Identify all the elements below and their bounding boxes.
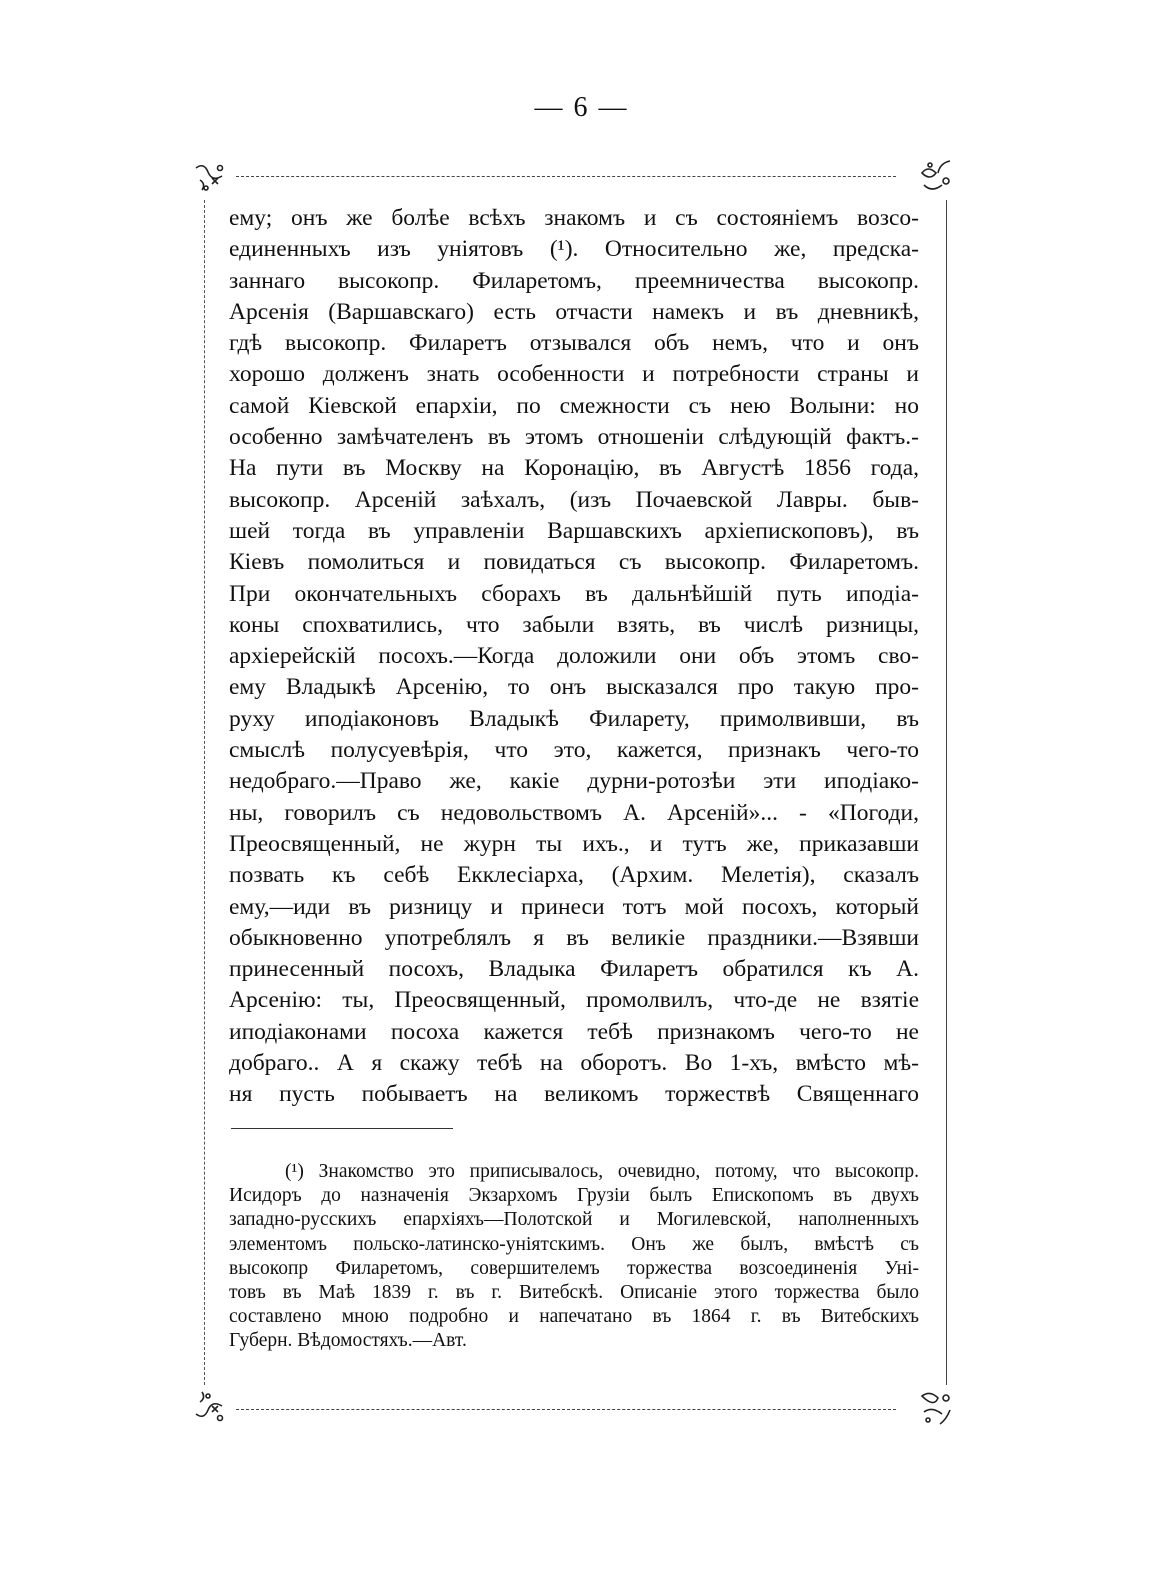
footnote-line: составлено мною подробно и напечатано въ 1864 г. въ Витебскихъ <box>229 1306 919 1328</box>
corner-ornament-icon <box>190 1384 234 1428</box>
body-line: добраго.. А я скажу тебѣ на оборотъ. Во 1-хъ, вмѣсто мѣ- <box>229 1050 919 1077</box>
body-line: ня пусть побываетъ на великомъ торжествѣ Священнаго <box>229 1081 919 1108</box>
corner-ornament-icon <box>910 1384 954 1428</box>
body-line: коны спохватились, что забыли взять, въ числѣ ризницы, <box>229 611 919 638</box>
footnote <box>229 1160 919 1354</box>
corner-ornament-icon <box>190 158 234 202</box>
body-line: ему,—иди въ ризницу и принеси тотъ мой посохъ, который <box>229 893 919 920</box>
body-line: шей тогда въ управленіи Варшавскихъ архіепископовъ), въ <box>229 517 919 544</box>
body-line: особенно замѣчателенъ въ этомъ отношеніи слѣдующій фактъ.- <box>229 424 919 451</box>
frame-top-rule <box>236 176 896 177</box>
footnote-line: (¹) Знакомство это приписывалось, очевидно, потому, что высокопр. <box>285 1161 919 1182</box>
body-line: смыслѣ полусуевѣрія, что это, кажется, признакъ чего-то <box>229 737 919 764</box>
body-line: обыкновенно употреблялъ я въ великіе праздники.—Взявши <box>229 924 919 951</box>
footnote-line: западно-русскихъ епархіяхъ—Полотской и Могилевской, наполненныхъ <box>229 1209 919 1231</box>
body-line: самой Кіевской епархіи, по смежности съ нею Волыни: но <box>229 392 919 419</box>
body-line: ему; онъ же болѣе всѣхъ знакомъ и съ состояніемъ возсо- <box>229 205 919 231</box>
footnote-line: элементомъ польско-латинско-уніятскимъ. Онъ же былъ, вмѣстѣ съ <box>229 1233 919 1255</box>
body-line: Преосвященный, не журн ты ихъ., и тутъ же, приказавши <box>229 830 919 857</box>
body-line: Кіевъ помолиться и повидаться съ высокопр. Филаретомъ. <box>229 549 919 576</box>
body-line: Арсенію: ты, Преосвященный, промолвилъ, что-де не взятіе <box>229 987 919 1014</box>
body-line: недобраго.—Право же, какіе дурни-ротозѣи эти иподіако- <box>229 768 919 795</box>
footnote-line: Губерн. Вѣдомостяхъ.—Авт. <box>229 1330 467 1352</box>
body-line: ему Владыкѣ Арсенію, то онъ высказался про такую про- <box>229 674 919 701</box>
body-line: высокопр. Арсеній заѣхалъ, (изъ Почаевской Лавры. быв- <box>229 486 919 513</box>
body-line: ны, говорилъ съ недовольствомъ А. Арсеній»... - «Погоди, <box>229 799 919 826</box>
footnote-line: высокопр Филаретомъ, совершителемъ торжества возсоединенія Уні- <box>229 1257 919 1279</box>
body-line: Арсенія (Варшавскаго) есть отчасти намекъ и въ дневникѣ, <box>229 298 919 325</box>
body-line: позвать къ себѣ Екклесіарха, (Архим. Мелетія), сказалъ <box>229 862 919 889</box>
body-line: руху иподіаконовъ Владыкѣ Филарету, примолвивши, въ <box>229 705 919 732</box>
body-line: принесенный посохъ, Владыка Филаретъ обратился къ А. <box>229 956 919 983</box>
body-line: хорошо долженъ знать особенности и потребности страны и <box>229 361 919 388</box>
page-number: — 6 — <box>534 92 629 123</box>
corner-ornament-icon <box>910 155 954 199</box>
body-line: единенныхъ изъ уніятовъ (¹). Относительно же, предска- <box>229 236 919 263</box>
body-line: На пути въ Москву на Коронацію, въ Августѣ 1856 года, <box>229 455 919 482</box>
body-line: архіерейскій посохъ.—Когда доложили они объ этомъ сво- <box>229 643 919 670</box>
body-line: При окончательныхъ сборахъ въ дальнѣйшій путь иподіа- <box>229 580 919 607</box>
frame-left-rule <box>204 200 205 1385</box>
footnote-line: Исидоръ до назначенія Экзархомъ Грузіи былъ Епископомъ въ двухъ <box>229 1185 919 1207</box>
footnote-line: товъ въ Маѣ 1839 г. въ г. Витебскѣ. Описаніе этого торжества было <box>229 1281 919 1303</box>
body-line: иподіаконами посоха кажется тебѣ признакомъ чего-то не <box>229 1018 919 1045</box>
body-text <box>229 203 919 1111</box>
frame-right-rule <box>946 200 947 1385</box>
frame-bottom-rule <box>236 1409 896 1410</box>
body-line: гдѣ высокопр. Филаретъ отзывался объ немъ, что и онъ <box>229 330 919 357</box>
footnote-separator <box>231 1128 453 1129</box>
body-line: заннаго высокопр. Филаретомъ, преемничества высокопр. <box>229 267 919 294</box>
